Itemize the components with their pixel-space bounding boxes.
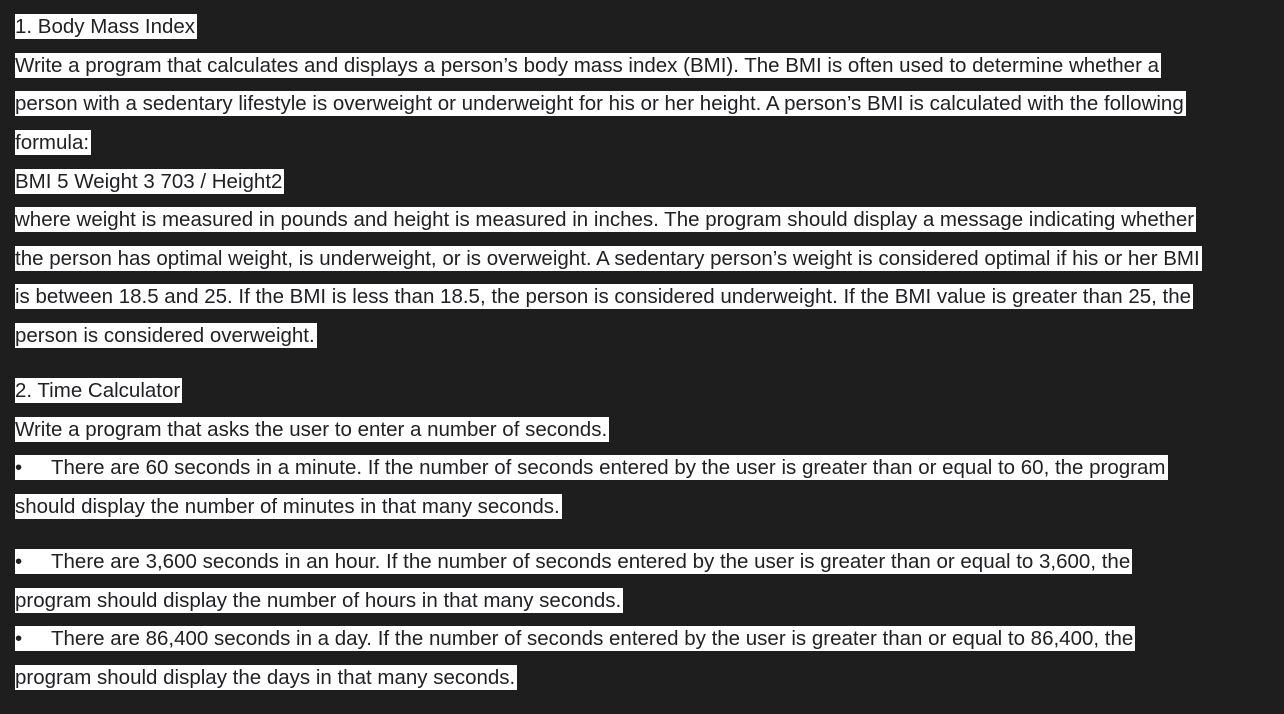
section-1-line-6: the person has optimal weight, is underweight, or is overweight. A sedentary person’s weight is considered optimal if his or her BMI <box>15 247 1200 270</box>
section-1-line-5: where weight is measured in pounds and height is measured in inches. The program should display a message indicating whether <box>15 208 1195 231</box>
section-1-line-2: person with a sedentary lifestyle is overweight or underweight for his or her height. A person’s BMI is calculated with the following <box>15 92 1184 115</box>
bullet-dot: • <box>15 550 23 573</box>
bullet-1-line-1: • There are 60 seconds in a minute. If the number of seconds entered by the user is greater than or equal to 60, the program <box>15 456 1166 479</box>
section-1-line-1: Write a program that calculates and displays a person’s body mass index (BMI). The BMI is often used to determine whether a <box>15 54 1160 77</box>
bullet-dot: • <box>15 456 23 479</box>
section-1-line-7: is between 18.5 and 25. If the BMI is less than 18.5, the person is considered underweight. If the BMI value is greater than 25, the <box>15 285 1192 308</box>
bmi-formula: BMI 5 Weight 3 703 / Height2 <box>15 170 283 193</box>
bullet-3-line-1: • There are 86,400 seconds in a day. If the number of seconds entered by the user is greater than or equal to 86,400, the <box>15 627 1134 650</box>
section-2-intro: Write a program that asks the user to enter a number of seconds. <box>15 418 608 441</box>
bullet-3-line-2: program should display the days in that many seconds. <box>15 666 516 689</box>
bullet-1-line-2: should display the number of minutes in that many seconds. <box>15 495 560 518</box>
section-1-line-3: formula: <box>15 131 90 154</box>
section-1-line-8: person is considered overweight. <box>15 324 315 347</box>
bullet-dot: • <box>15 627 23 650</box>
bullet-2-line-1: • There are 3,600 seconds in an hour. If the number of seconds entered by the user is greater than or equal to 3,600, the <box>15 550 1131 573</box>
section-1-heading: 1. Body Mass Index <box>15 15 196 38</box>
section-2-heading: 2. Time Calculator <box>15 379 181 402</box>
bullet-2-line-2: program should display the number of hours in that many seconds. <box>15 589 622 612</box>
